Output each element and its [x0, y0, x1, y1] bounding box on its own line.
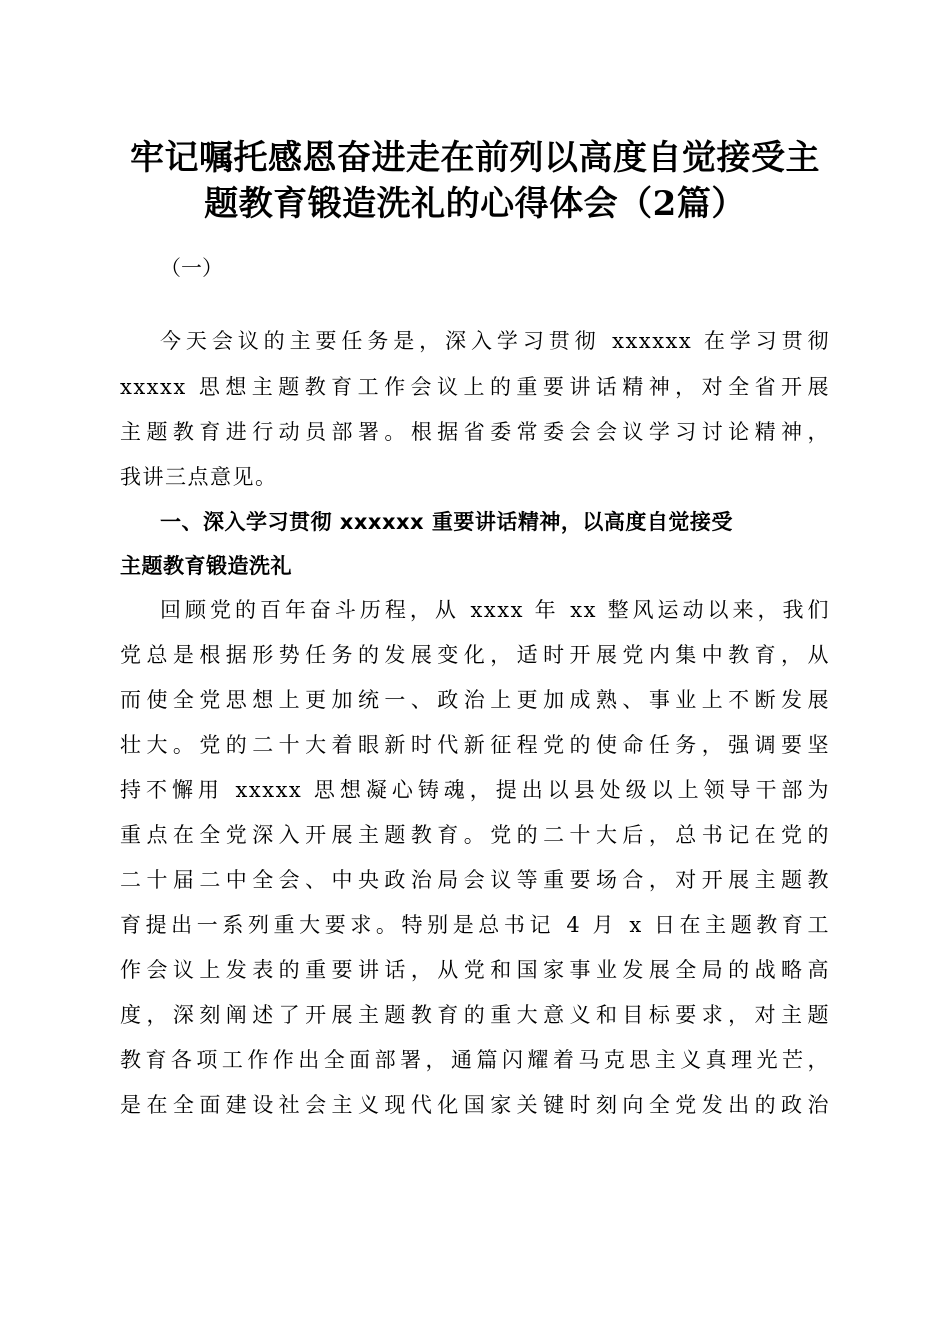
intro-line-2: xxxxx 思想主题教育工作会议上的重要讲话精神，对全省开展 [120, 375, 830, 399]
body-line-8: 育提出一系列重大要求。特别是总书记 4 月 x 日在主题教育工 [120, 913, 830, 937]
title-line-2: 题教育锻造洗礼的心得体会（2篇） [204, 184, 746, 224]
body-line-12: 是在全面建设社会主义现代化国家关键时刻向全党发出的政治 [120, 1093, 830, 1117]
section-heading-line-1: 一、深入学习贯彻 xxxxxx 重要讲话精神，以高度自觉接受 [160, 510, 733, 534]
body-line-3: 而使全党思想上更加统一、政治上更加成熟、事业上不断发展 [120, 688, 830, 712]
intro-line-4: 我讲三点意见。 [120, 465, 278, 489]
body-line-2: 党总是根据形势任务的发展变化，适时开展党内集中教育，从 [120, 643, 830, 667]
body-line-4: 壮大。党的二十大着眼新时代新征程党的使命任务，强调要坚 [120, 733, 830, 757]
intro-line-3: 主题教育进行动员部署。根据省委常委会会议学习讨论精神， [120, 420, 830, 444]
body-line-6: 重点在全党深入开展主题教育。党的二十大后，总书记在党的 [120, 823, 830, 847]
document-title [100, 135, 850, 227]
title-line-1: 牢记嘱托感恩奋进走在前列以高度自觉接受主 [130, 138, 820, 178]
body-line-10: 度，深刻阐述了开展主题教育的重大意义和目标要求，对主题 [120, 1003, 830, 1027]
body-line-1: 回顾党的百年奋斗历程，从 xxxx 年 xx 整风运动以来，我们 [160, 598, 830, 622]
section-heading-line-2: 主题教育锻造洗礼 [120, 554, 292, 578]
body-line-11: 教育各项工作作出全面部署，通篇闪耀着马克思主义真理光芒， [120, 1048, 830, 1072]
body-line-5: 持不懈用 xxxxx 思想凝心铸魂，提出以县处级以上领导干部为 [120, 778, 830, 802]
body-line-9: 作会议上发表的重要讲话，从党和国家事业发展全局的战略高 [120, 958, 830, 982]
body-line-7: 二十届二中全会、中央政治局会议等重要场合，对开展主题教 [120, 868, 830, 892]
intro-line-1: 今天会议的主要任务是，深入学习贯彻 xxxxxx 在学习贯彻 [160, 329, 830, 353]
section-marker: （一） [160, 256, 223, 280]
